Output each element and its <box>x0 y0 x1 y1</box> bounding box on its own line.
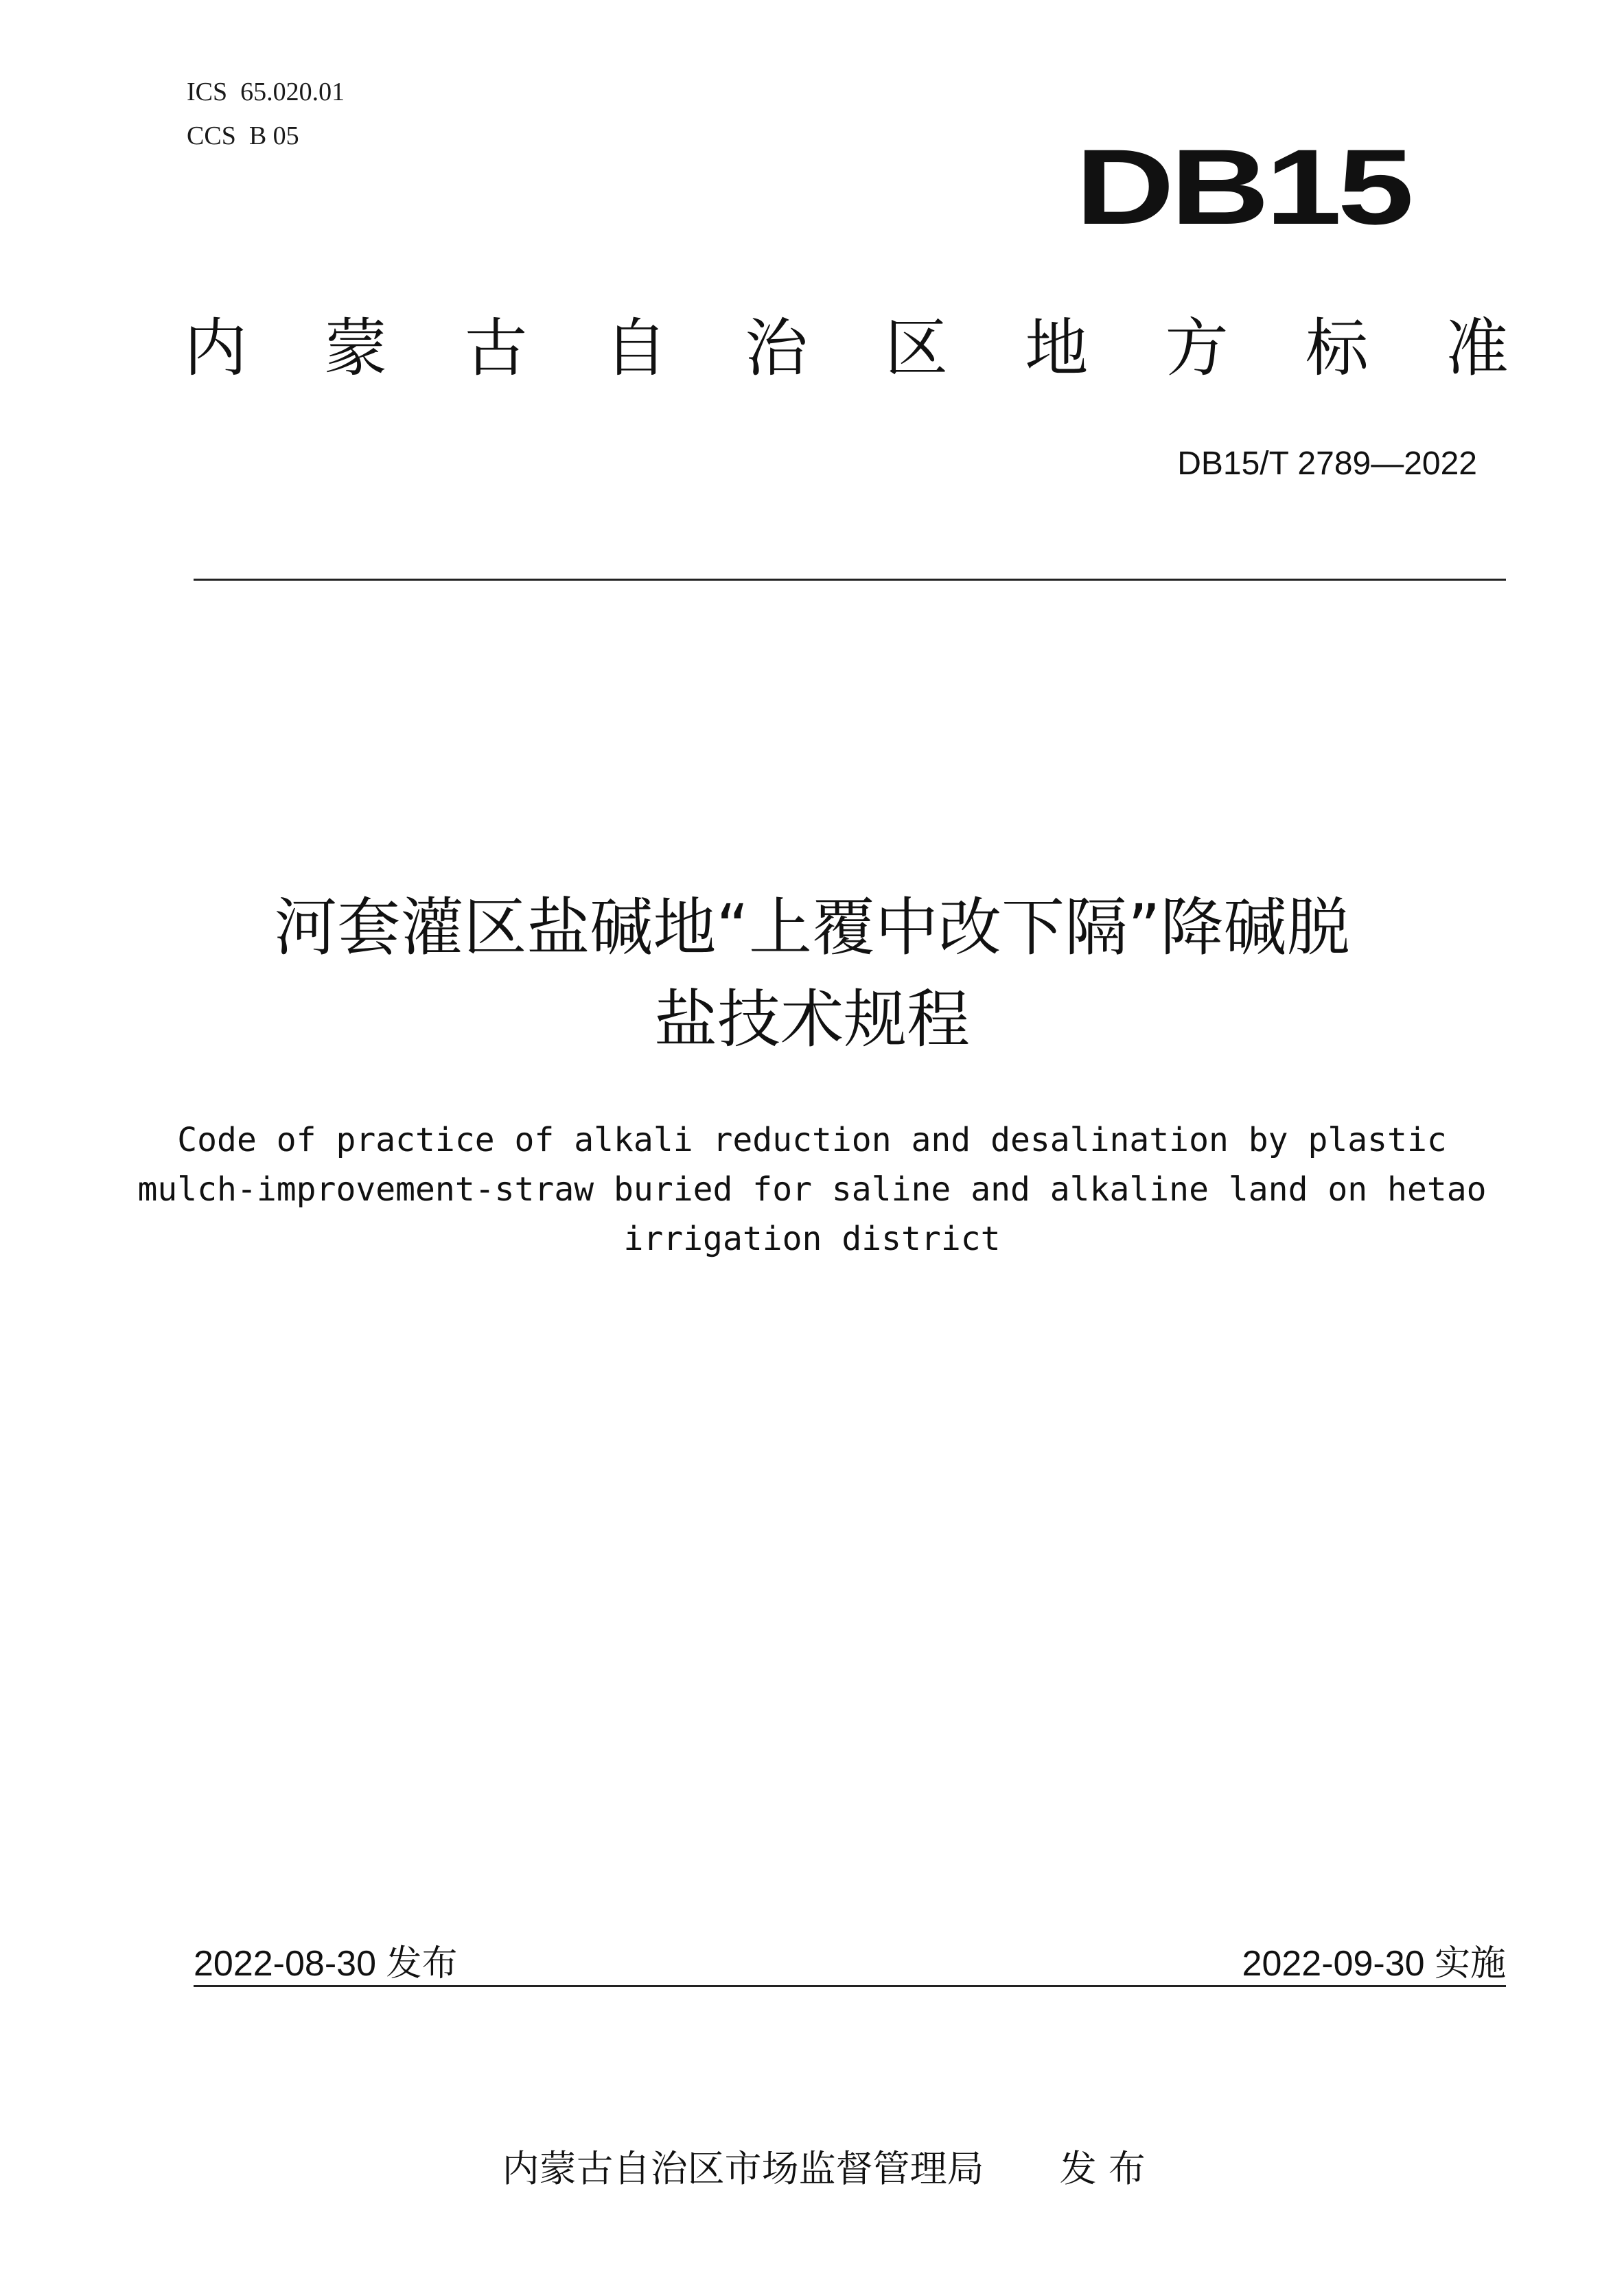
issue-date: 2022-08-30 发布 <box>194 1944 458 1984</box>
standard-type-char: 治 <box>744 312 808 385</box>
ics-code: ICS 65.020.01 <box>187 78 345 106</box>
standard-type-char: 准 <box>1445 312 1509 385</box>
chinese-title-line: 河套灌区盐碱地“上覆中改下隔”降碱脱 <box>274 891 1350 964</box>
standard-type-char: 标 <box>1305 312 1369 385</box>
english-title-line: irrigation district <box>623 1220 1001 1258</box>
english-title <box>137 1115 1487 1264</box>
standard-type-char: 内 <box>184 312 248 385</box>
publisher-line <box>0 2096 1624 2192</box>
db15-logo: DB15 <box>1075 127 1410 247</box>
implementation-date: 2022-09-30 实施 <box>1242 1944 1506 1984</box>
english-title-line: Code of practice of alkali reduction and desalination by plastic <box>177 1121 1447 1159</box>
standard-number: DB15/T 2789—2022 <box>1177 445 1477 482</box>
standard-type-heading <box>184 312 1509 385</box>
standard-type-char: 区 <box>885 312 949 385</box>
english-title-line: mulch-improvement-straw buried for saline and alkaline land on hetao <box>137 1170 1487 1209</box>
publish-label: 发 布 <box>1059 2147 1146 2190</box>
publisher-name: 内蒙古自治区市场监督管理局 <box>502 2147 984 2190</box>
standard-type-char: 自 <box>604 312 668 385</box>
standard-type-char: 蒙 <box>324 312 388 385</box>
chinese-title <box>137 882 1487 1066</box>
top-divider <box>194 579 1506 581</box>
standard-type-char: 方 <box>1165 312 1229 385</box>
standard-type-char: 地 <box>1025 312 1089 385</box>
bottom-divider <box>194 1985 1506 1987</box>
chinese-title-line: 盐技术规程 <box>653 983 970 1056</box>
ccs-code: CCS B 05 <box>187 121 299 150</box>
standard-type-char: 古 <box>464 312 528 385</box>
